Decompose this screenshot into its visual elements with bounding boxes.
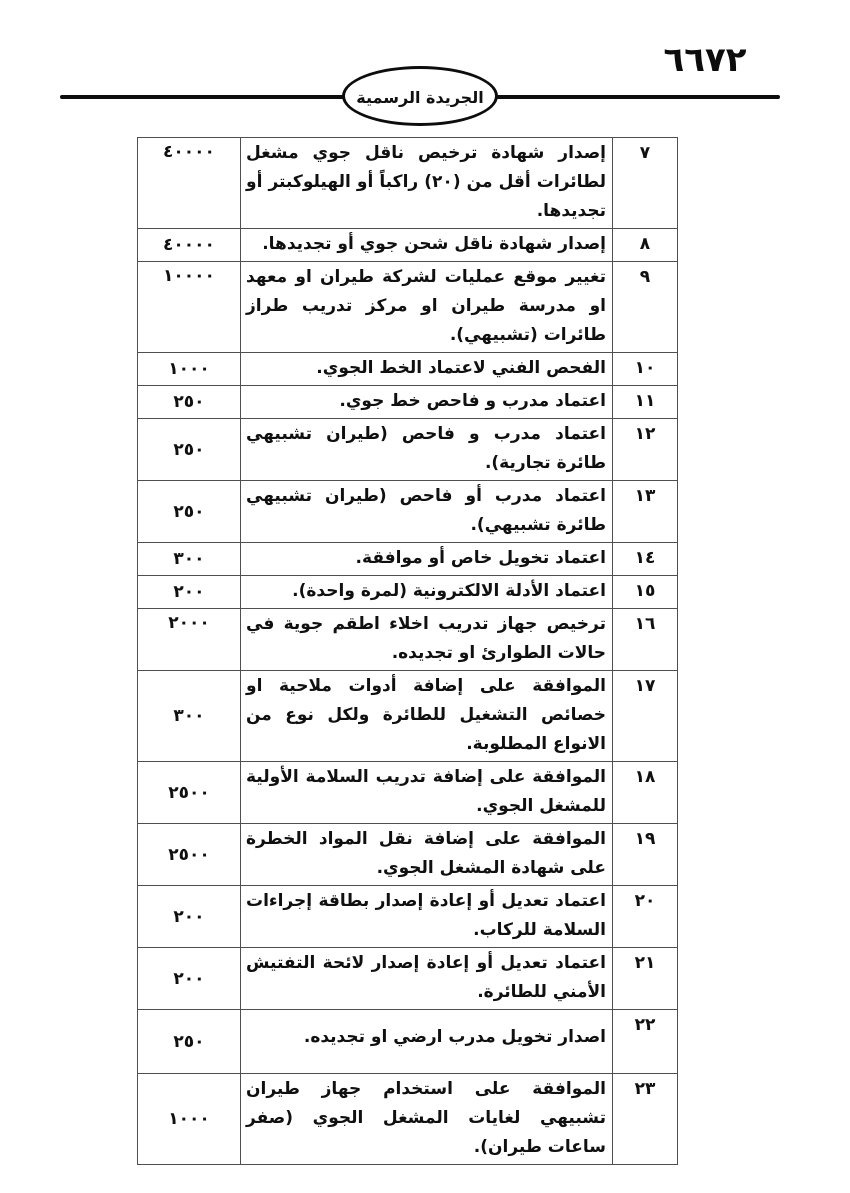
- page-number: ٦٦٧٢: [663, 40, 747, 80]
- row-fee-cell: ٤٠٠٠٠: [138, 229, 241, 262]
- row-number-cell: ٢٢: [613, 1010, 678, 1074]
- row-fee-cell: ٢٥٠٠: [138, 824, 241, 886]
- table-row: [138, 824, 678, 886]
- row-fee-cell: ٢٠٠٠: [138, 609, 241, 671]
- table-row: [138, 576, 678, 609]
- table-row: [138, 1074, 678, 1165]
- fees-table: [137, 137, 678, 1165]
- row-description-cell: اعتماد مدرب و فاحص خط جوي.: [241, 386, 613, 419]
- row-number-cell: ١٧: [613, 671, 678, 762]
- row-fee-cell: ٢٠٠: [138, 886, 241, 948]
- table-row: [138, 419, 678, 481]
- row-description-cell: اعتماد الأدلة الالكترونية (لمرة واحدة).: [241, 576, 613, 609]
- table-row: [138, 886, 678, 948]
- row-number-cell: ١٩: [613, 824, 678, 886]
- table-row: [138, 543, 678, 576]
- row-fee-cell: ٢٠٠: [138, 576, 241, 609]
- row-number-cell: ١٦: [613, 609, 678, 671]
- table-row: [138, 948, 678, 1010]
- table-row: [138, 671, 678, 762]
- table-row: [138, 229, 678, 262]
- row-description-cell: الموافقة على إضافة نقل المواد الخطرة على شهادة المشغل الجوي.: [241, 824, 613, 886]
- table-row: [138, 481, 678, 543]
- gazette-badge-label: الجريدة الرسمية: [356, 87, 484, 107]
- fees-table-container: [155, 137, 678, 1165]
- row-description-cell: اعتماد تعديل أو إعادة إصدار لائحة التفتيش الأمني للطائرة.: [241, 948, 613, 1010]
- row-number-cell: ١٨: [613, 762, 678, 824]
- gazette-badge: [342, 66, 498, 126]
- table-row: [138, 386, 678, 419]
- row-fee-cell: ١٠٠٠: [138, 1074, 241, 1165]
- row-number-cell: ٨: [613, 229, 678, 262]
- row-fee-cell: ٢٥٠: [138, 386, 241, 419]
- row-fee-cell: ٣٠٠: [138, 543, 241, 576]
- row-number-cell: ١٥: [613, 576, 678, 609]
- row-fee-cell: ٢٥٠: [138, 419, 241, 481]
- table-row: [138, 138, 678, 229]
- table-row: [138, 353, 678, 386]
- row-number-cell: ٩: [613, 262, 678, 353]
- table-row: [138, 762, 678, 824]
- row-number-cell: ٢٠: [613, 886, 678, 948]
- row-fee-cell: ٢٥٠: [138, 1010, 241, 1074]
- row-description-cell: الموافقة على إضافة أدوات ملاحية او خصائص التشغيل للطائرة ولكل نوع من الانواع المطلوبة.: [241, 671, 613, 762]
- row-description-cell: الموافقة على استخدام جهاز طيران تشبيهي لغايات المشغل الجوي (صفر ساعات طيران).: [241, 1074, 613, 1165]
- row-description-cell: الموافقة على إضافة تدريب السلامة الأولية للمشغل الجوي.: [241, 762, 613, 824]
- row-number-cell: ١٣: [613, 481, 678, 543]
- row-description-cell: اعتماد تخويل خاص أو موافقة.: [241, 543, 613, 576]
- row-number-cell: ٢٣: [613, 1074, 678, 1165]
- row-fee-cell: ١٠٠٠٠: [138, 262, 241, 353]
- row-description-cell: إصدار شهادة ترخيص ناقل جوي مشغل لطائرات أقل من (٢٠) راكباً أو الهيلوكبتر أو تجديدها.: [241, 138, 613, 229]
- row-number-cell: ١١: [613, 386, 678, 419]
- row-description-cell: اعتماد تعديل أو إعادة إصدار بطاقة إجراءات السلامة للركاب.: [241, 886, 613, 948]
- row-fee-cell: ٢٠٠: [138, 948, 241, 1010]
- table-row: [138, 609, 678, 671]
- row-fee-cell: ٤٠٠٠٠: [138, 138, 241, 229]
- row-description-cell: الفحص الفني لاعتماد الخط الجوي.: [241, 353, 613, 386]
- row-description-cell: ترخيص جهاز تدريب اخلاء اطقم جوية في حالات الطوارئ او تجديده.: [241, 609, 613, 671]
- row-number-cell: ٧: [613, 138, 678, 229]
- row-fee-cell: ٢٥٠٠: [138, 762, 241, 824]
- row-description-cell: اصدار تخويل مدرب ارضي او تجديده.: [241, 1010, 613, 1074]
- table-row: [138, 262, 678, 353]
- row-description-cell: اعتماد مدرب و فاحص (طيران تشبيهي طائرة تجارية).: [241, 419, 613, 481]
- row-number-cell: ١٢: [613, 419, 678, 481]
- row-description-cell: إصدار شهادة ناقل شحن جوي أو تجديدها.: [241, 229, 613, 262]
- row-number-cell: ١٤: [613, 543, 678, 576]
- row-number-cell: ٢١: [613, 948, 678, 1010]
- row-fee-cell: ٢٥٠: [138, 481, 241, 543]
- row-description-cell: اعتماد مدرب أو فاحص (طيران تشبيهي طائرة تشبيهي).: [241, 481, 613, 543]
- row-number-cell: ١٠: [613, 353, 678, 386]
- table-row: [138, 1010, 678, 1074]
- row-description-cell: تغيير موقع عمليات لشركة طيران او معهد او مدرسة طيران او مركز تدريب طراز طائرات (تشبيهي).: [241, 262, 613, 353]
- row-fee-cell: ٣٠٠: [138, 671, 241, 762]
- row-fee-cell: ١٠٠٠: [138, 353, 241, 386]
